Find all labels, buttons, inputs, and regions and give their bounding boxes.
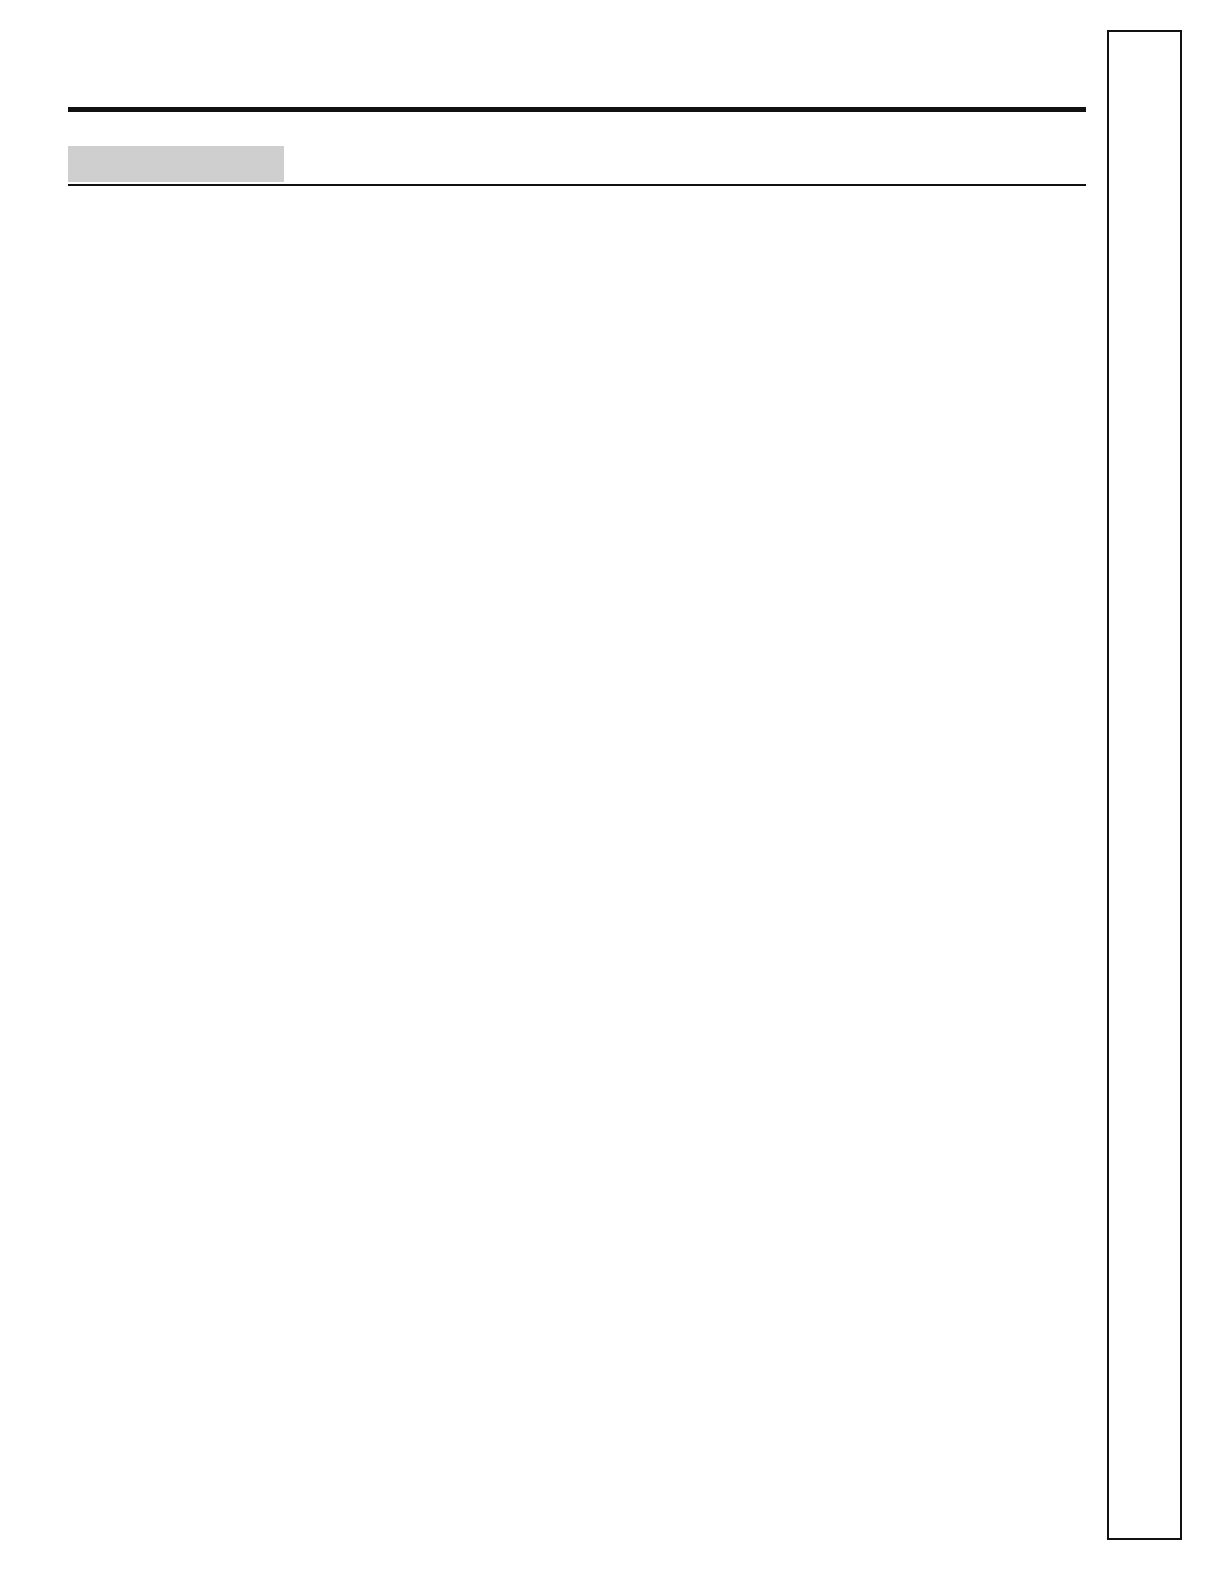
table-header: [68, 146, 1086, 186]
header-rule: [68, 107, 1086, 112]
column-header-problem: [68, 146, 284, 182]
section-sidebar: [1107, 30, 1182, 1540]
